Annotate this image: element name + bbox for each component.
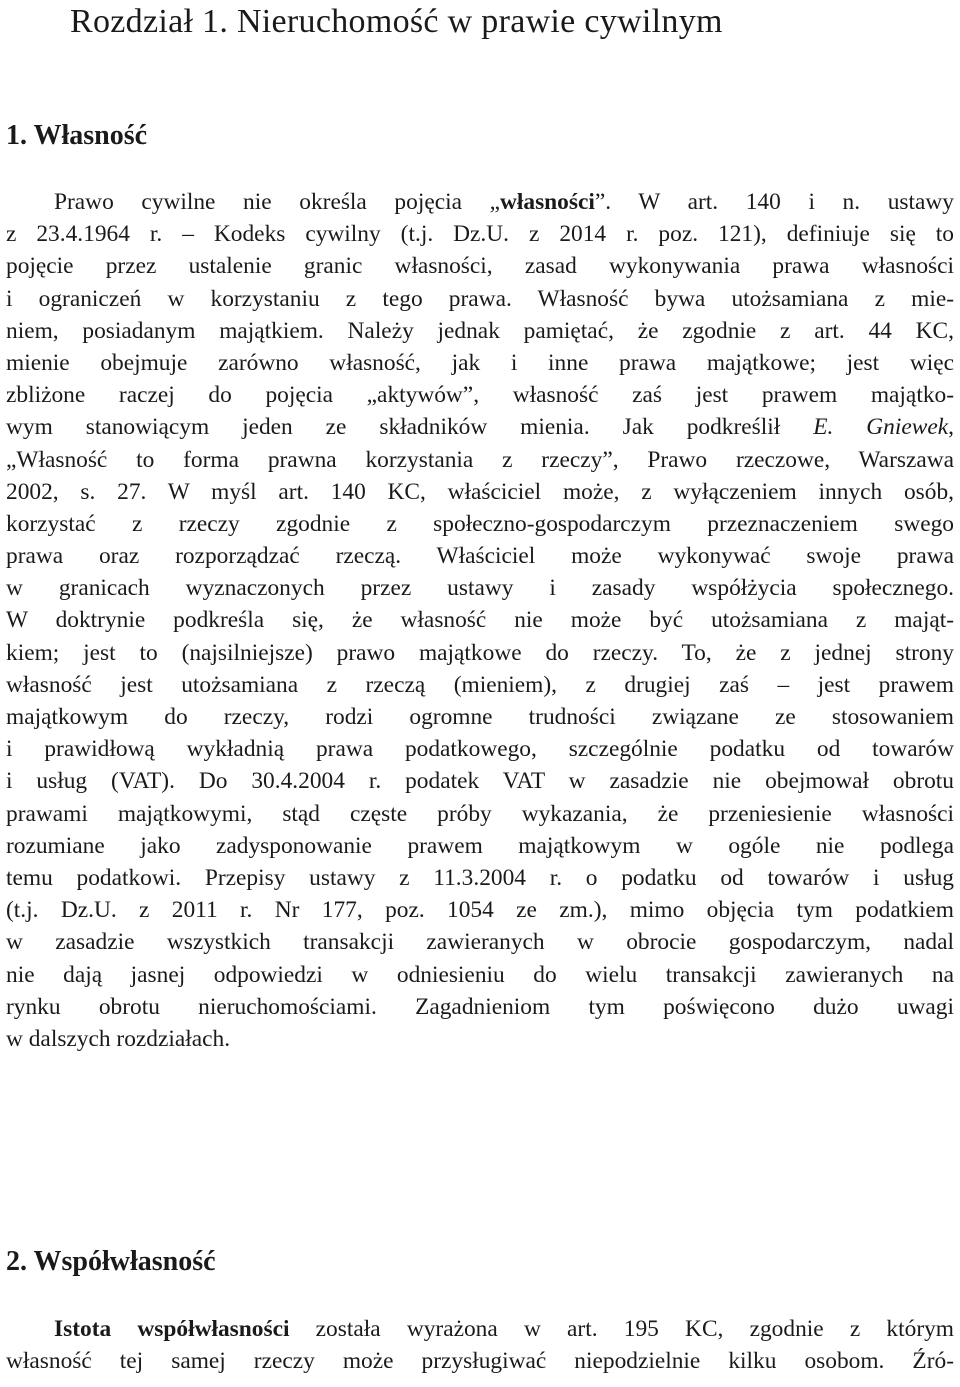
text-line: w dalszych rozdziałach. [6, 1025, 231, 1052]
text-line: majątkowym do rzeczy, rodzi ogromne trudności związane ze stosowaniem [6, 704, 954, 730]
text-line: nie dają jasnej odpowiedzi w odniesieniu do wielu transakcji zawieranych na [6, 961, 954, 988]
chapter-title: Rozdział 1. Nieruchomość w prawie cywilnym [70, 3, 723, 40]
text-line: i prawidłową wykładnią prawa podatkowego, szczególnie podatku od towarów [6, 736, 954, 763]
text-run: została wyrażona w art. 195 KC, zgodnie z którym [289, 1316, 954, 1342]
text-line: W doktrynie podkreśla się, że własność nie może być utożsamiana z mająt- [6, 607, 954, 634]
text-line: z 23.4.1964 r. – Kodeks cywilny (t.j. Dz.U. z 2014 r. poz. 121), definiuje się to [6, 221, 954, 248]
text-line: własność tej samej rzeczy może przysługiwać niepodzielnie kilku osobom. Źró- [6, 1348, 954, 1375]
text-line: mienie obejmuje zarówno własność, jak i inne prawa majątkowe; jest więc [6, 349, 954, 376]
section-title-wlasnosc: 1. Własność [6, 120, 148, 151]
text-line: kiem; jest to (najsilniejsze) prawo majątkowe do rzeczy. To, że z jednej strony [6, 639, 954, 666]
text-run: , [948, 414, 954, 441]
text-line [6, 411, 954, 443]
text-line [6, 186, 954, 218]
text-line: (t.j. Dz.U. z 2011 r. Nr 177, poz. 1054 ze zm.), mimo objęcia tym podatkiem [6, 897, 954, 924]
paragraph-wspolwlasnosc [6, 1313, 954, 1377]
text-line: pojęcie przez ustalenie granic własności, zasad wykonywania prawa własności [6, 253, 954, 280]
bold-term: własności [499, 189, 595, 215]
section-title-wspolwlasnosc: 2. Współwłasność [6, 1246, 216, 1277]
text-line: „Własność to forma prawna korzystania z rzeczy”, Prawo rzeczowe, Warszawa [6, 446, 954, 473]
text-line: w granicach wyznaczonych przez ustawy i zasady współżycia społecznego. [6, 575, 954, 602]
text-line: zbliżone raczej do pojęcia „aktywów”, własność zaś jest prawem majątko- [6, 382, 954, 409]
paragraph-wlasnosc [6, 186, 954, 1055]
text-line: niem, posiadanym majątkiem. Należy jednak pamiętać, że zgodnie z art. 44 KC, [6, 317, 954, 344]
text-line: i ograniczeń w korzystaniu z tego prawa. Własność bywa utożsamiana z mie- [6, 285, 954, 312]
text-line: i usług (VAT). Do 30.4.2004 r. podatek VAT w zasadzie nie obejmował obrotu [6, 768, 954, 795]
text-line: własność jest utożsamiana z rzeczą (mieniem), z drugiej zaś – jest prawem [6, 671, 954, 698]
text-line: rozumiane jako zadysponowanie prawem majątkowym w ogóle nie podlega [6, 832, 954, 859]
bold-term: Istota współwłasności [54, 1316, 290, 1342]
text-line: rynku obrotu nieruchomościami. Zagadnieniom tym poświęcono dużo uwagi [6, 993, 954, 1020]
text-line: 2002, s. 27. W myśl art. 140 KC, właściciel może, z wyłączeniem innych osób, [6, 478, 954, 505]
text-run: ”. W art. 140 i n. ustawy [594, 189, 954, 215]
text-line: temu podatkowi. Przepisy ustawy z 11.3.2004 r. o podatku od towarów i usług [6, 864, 954, 891]
italic-author: E. Gniewek [813, 414, 949, 441]
text-line: prawa oraz rozporządzać rzeczą. Właściciel może wykonywać swoje prawa [6, 543, 954, 570]
text-line: w zasadzie wszystkich transakcji zawieranych w obrocie gospodarczym, nadal [6, 929, 954, 956]
text-line: korzystać z rzeczy zgodnie z społeczno-gospodarczym przeznaczeniem swego [6, 510, 954, 537]
text-run: wym stanowiącym jeden ze składników mienia. Jak podkreślił [6, 414, 814, 441]
text-line [6, 1313, 954, 1345]
text-run: Prawo cywilne nie określa pojęcia „ [54, 189, 500, 215]
text-line: prawami majątkowymi, stąd częste próby wykazania, że przeniesienie własności [6, 800, 954, 827]
